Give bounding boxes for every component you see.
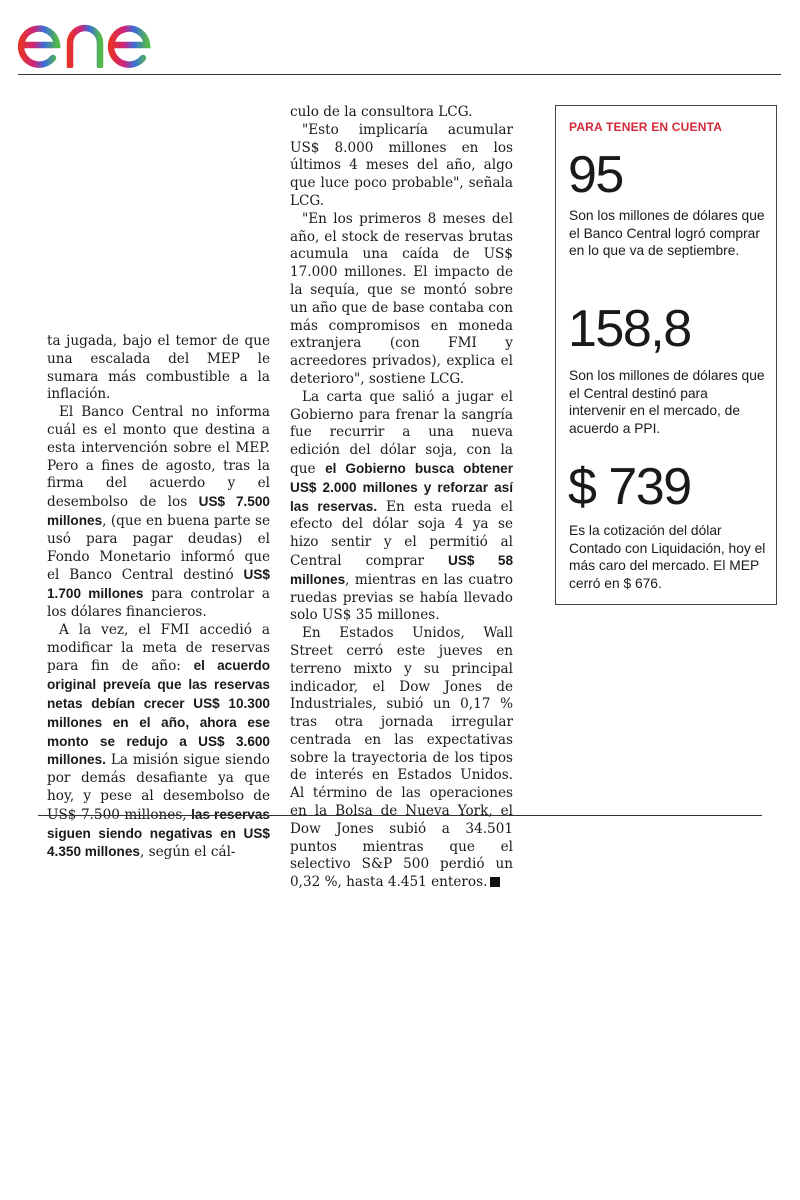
stat-description: Son los millones de dólares que el Banco Central logró comprar en lo que va de septiembre. bbox=[569, 208, 765, 259]
body-text: La misión sigue siendo por demás desafiante ya que hoy, y pese al desembolso de US$ 7.500 millones, bbox=[47, 752, 270, 823]
stat-description: Son los millones de dólares que el Central destinó para intervenir en el mercado, de acuerdo a PPI. bbox=[569, 368, 765, 436]
body-text: En esta rueda el efecto del dólar soja 4 ya se hizo sentir y el permitió al Central comprar bbox=[290, 498, 513, 569]
paragraph bbox=[290, 625, 513, 892]
paragraph bbox=[290, 122, 513, 211]
header-rule bbox=[18, 74, 781, 75]
bold-text: US$ 1.700 millones bbox=[47, 567, 270, 602]
stat-number: $ 739 bbox=[568, 458, 691, 516]
stat-number: 158,8 bbox=[568, 300, 691, 358]
bold-text: US$ 7.500 millones bbox=[47, 494, 270, 528]
enel-logo bbox=[18, 6, 180, 68]
body-text: "En los primeros 8 meses del año, el stock de reservas brutas acumula una caída de US$ 17.000 millones. El impacto de la sequía, que se montó sobre un año que de base contaba con más compromisos en moneda extranjera (con FMI y acreedores privados), explica el deterioro", sostiene LCG. bbox=[290, 210, 513, 387]
body-text: El Banco Central no informa cuál es el monto que destina a esta intervención sobre el MEP. Pero a fines de agosto, tras la firma del acuerdo y el desembolso de los bbox=[47, 404, 270, 511]
info-box bbox=[555, 105, 777, 605]
bold-text: US$ 58 millones bbox=[290, 552, 514, 587]
stat-description: Es la cotización del dólar Contado con Liquidación, hoy el más caro del mercado. El MEP cerró en $ 676. bbox=[569, 523, 766, 591]
body-text: "Esto implicaría acumular US$ 8.000 millones en los últimos 4 meses del año, algo que luce poco probable", señala LCG. bbox=[290, 121, 513, 209]
body-text: , mientras en las cuatro ruedas previas se había llevado solo US$ 35 millones. bbox=[290, 571, 513, 624]
body-text: para controlar a los dólares financieros. bbox=[47, 586, 270, 620]
bold-text: el Gobierno busca obtener US$ 2.000 millones y reforzar así las reservas. bbox=[290, 460, 513, 514]
body-text: ta jugada, bajo el temor de que una escalada del MEP le sumara más combustible a la inflación. bbox=[47, 333, 270, 403]
article-left-column bbox=[47, 333, 270, 862]
bold-text: el acuerdo original preveía que las reservas netas debían crecer US$ 10.300 millones en el año, ahora ese monto se redujo a US$ 3.600 millones. bbox=[47, 658, 270, 768]
article-end-mark bbox=[490, 877, 500, 887]
body-text: , según el cál- bbox=[139, 844, 236, 861]
paragraph bbox=[290, 211, 513, 389]
stat-number: 95 bbox=[568, 146, 623, 204]
footer-rule bbox=[38, 815, 762, 816]
body-text: , (que en buena parte se usó para pagar deudas) el Fondo Monetario informó que el Banco Central destinó bbox=[47, 512, 270, 584]
article-middle-column bbox=[290, 104, 513, 892]
paragraph bbox=[47, 404, 270, 622]
info-box-title: PARA TENER EN CUENTA bbox=[569, 120, 723, 134]
paragraph bbox=[290, 389, 513, 625]
paragraph bbox=[47, 622, 270, 862]
paragraph bbox=[290, 104, 513, 122]
body-text: culo de la consultora LCG. bbox=[290, 104, 473, 120]
bold-text: las reservas siguen siendo negativas en US$ 4.350 millones bbox=[47, 806, 270, 860]
body-text: A la vez, el FMI accedió a modificar la meta de reservas para fin de año: bbox=[47, 621, 270, 675]
body-text: En Estados Unidos, Wall Street cerró este jueves en terreno mixto y su principal indicador, el Dow Jones de Industriales, subió un 0,17 % tras otra jornada irregular centrada en las expectativas sobre la trayectoria de los tipos de interés en Estados Unidos. Al término de las operaciones en la Bolsa de Nueva York, el Dow Jones subió a 34.501 puntos mientras que el selectivo S&P 500 perdió un 0,32 %, hasta 4.451 enteros. bbox=[290, 625, 513, 891]
body-text: La carta que salió a jugar el Gobierno para frenar la sangría fue recurrir a una nueva edición del dólar soja, con la que bbox=[290, 388, 513, 477]
paragraph bbox=[47, 333, 270, 404]
